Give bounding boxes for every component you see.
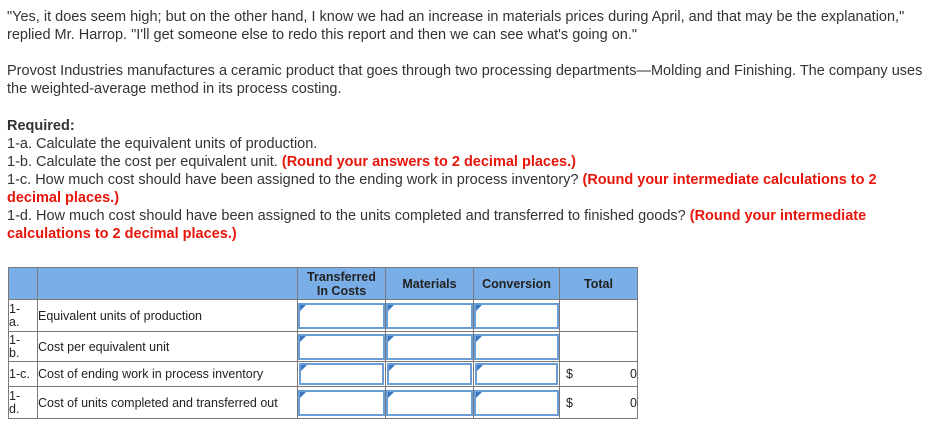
ending-wip-transferred-input[interactable] <box>299 363 384 385</box>
completed-conversion-input[interactable] <box>474 390 559 416</box>
table-row <box>9 300 638 332</box>
table-row <box>9 387 638 419</box>
total-value: 0 <box>630 367 637 381</box>
equivalent-units-transferred-input[interactable] <box>298 303 385 329</box>
row-label: 1- b. <box>9 332 38 362</box>
rounding-note: (Round your intermediate calculations to 2 decimal places.) <box>7 172 877 206</box>
completed-transferred-input[interactable] <box>298 390 385 416</box>
cost-per-unit-transferred-input[interactable] <box>298 334 385 360</box>
header-row <box>9 268 638 300</box>
total-cell <box>560 300 638 332</box>
row-label: 1- a. <box>9 300 38 332</box>
intro-quote-paragraph <box>7 8 929 44</box>
required-heading: Required: <box>7 118 75 134</box>
header-blank-desc <box>38 268 298 300</box>
table-row <box>9 332 638 362</box>
row-description: Equivalent units of production <box>38 300 298 332</box>
header-materials: Materials <box>386 268 474 300</box>
dollar-sign: $ <box>566 395 573 410</box>
header-blank-label <box>9 268 38 300</box>
equivalent-units-materials-input[interactable] <box>386 303 473 329</box>
total-cell <box>560 332 638 362</box>
answer-table <box>8 267 638 419</box>
total-cell <box>560 362 638 387</box>
required-item-1b: 1-b. Calculate the cost per equivalent unit. (Round your answers to 2 decimal places.) <box>7 154 576 170</box>
row-description: Cost of ending work in process inventory <box>38 362 298 387</box>
cost-per-unit-conversion-input[interactable] <box>474 334 559 360</box>
row-label: 1-c. <box>9 362 38 387</box>
total-value: 0 <box>630 395 637 410</box>
dollar-sign: $ <box>566 367 573 381</box>
total-cell <box>560 387 638 419</box>
required-item-1a: 1-a. Calculate the equivalent units of production. <box>7 136 318 152</box>
header-transferred-in-costs: Transferred In Costs <box>298 268 386 300</box>
required-item-1d: 1-d. How much cost should have been assigned to the units completed and transferred to finished goods? (Round your intermediate calculations to 2 decimal places.) <box>7 208 867 242</box>
ending-wip-materials-input[interactable] <box>387 363 472 385</box>
header-total: Total <box>560 268 638 300</box>
table-row <box>9 362 638 387</box>
equivalent-units-conversion-input[interactable] <box>474 303 559 329</box>
required-item-1c: 1-c. How much cost should have been assigned to the ending work in process inventory? (Round your intermediate calculations to 2 decimal places.) <box>7 172 877 206</box>
completed-materials-input[interactable] <box>386 390 473 416</box>
ending-wip-conversion-input[interactable] <box>475 363 558 385</box>
company-description-text: Provost Industries manufactures a ceramic product that goes through two processing departments—Molding and Finishing. The company uses the weighted-average method in its process costing. <box>7 63 923 97</box>
intro-quote-text: "Yes, it does seem high; but on the other hand, I know we had an increase in materials prices during April, and that may be the explanation," replied Mr. Harrop. "I'll get someone else to redo this report and then we can see what's going on." <box>7 9 905 43</box>
rounding-note: (Round your intermediate calculations to 2 decimal places.) <box>7 208 867 242</box>
rounding-note: (Round your answers to 2 decimal places.) <box>281 154 576 170</box>
company-description-paragraph <box>7 62 929 98</box>
row-label: 1- d. <box>9 387 38 419</box>
row-description: Cost per equivalent unit <box>38 332 298 362</box>
row-description: Cost of units completed and transferred out <box>38 387 298 419</box>
cost-per-unit-materials-input[interactable] <box>386 334 473 360</box>
header-conversion: Conversion <box>474 268 560 300</box>
required-section <box>7 117 929 243</box>
